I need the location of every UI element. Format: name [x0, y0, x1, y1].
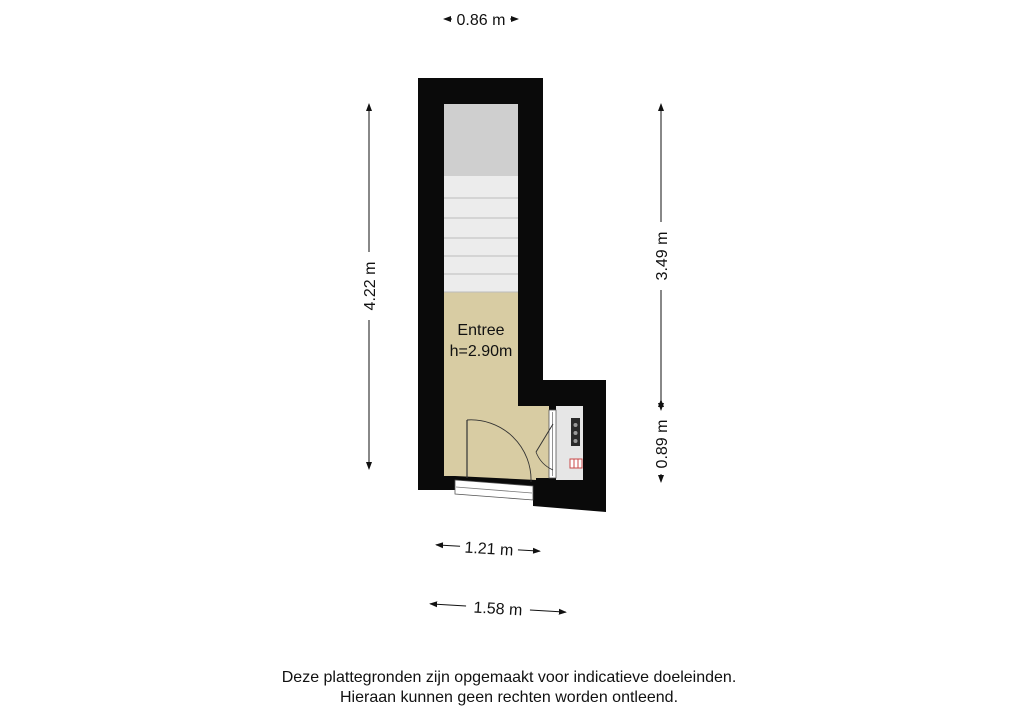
dimension-bottom-outer	[430, 597, 567, 622]
disclaimer-line-2: Hieraan kunnen geen rechten worden ontleend.	[339, 689, 679, 706]
dimension-right-upper-label: 3.49 m	[654, 231, 671, 281]
dimension-bottom-outer-label: 1.58 m	[472, 599, 523, 620]
dimension-right-lower	[654, 400, 671, 482]
room-name: Entree	[457, 322, 505, 339]
stair-landing	[444, 104, 518, 176]
dimension-top-width-label: 0.86 m	[456, 12, 506, 29]
room-height: h=2.90m	[449, 343, 513, 360]
disclaimer-line-1: Deze plattegronden zijn opgemaakt voor indicatieve doeleinden.	[281, 669, 737, 686]
dimension-bottom-inner	[435, 538, 540, 561]
dimension-right-lower-label: 0.89 m	[654, 419, 671, 469]
dimension-right-upper	[654, 104, 671, 410]
staircase	[444, 176, 518, 292]
meter-closet	[556, 406, 583, 480]
dimension-bottom-inner-label: 1.21 m	[463, 539, 514, 560]
dimension-left-height	[362, 104, 379, 469]
dimension-top-width	[444, 12, 518, 29]
dimension-left-height-label: 4.22 m	[362, 261, 379, 311]
